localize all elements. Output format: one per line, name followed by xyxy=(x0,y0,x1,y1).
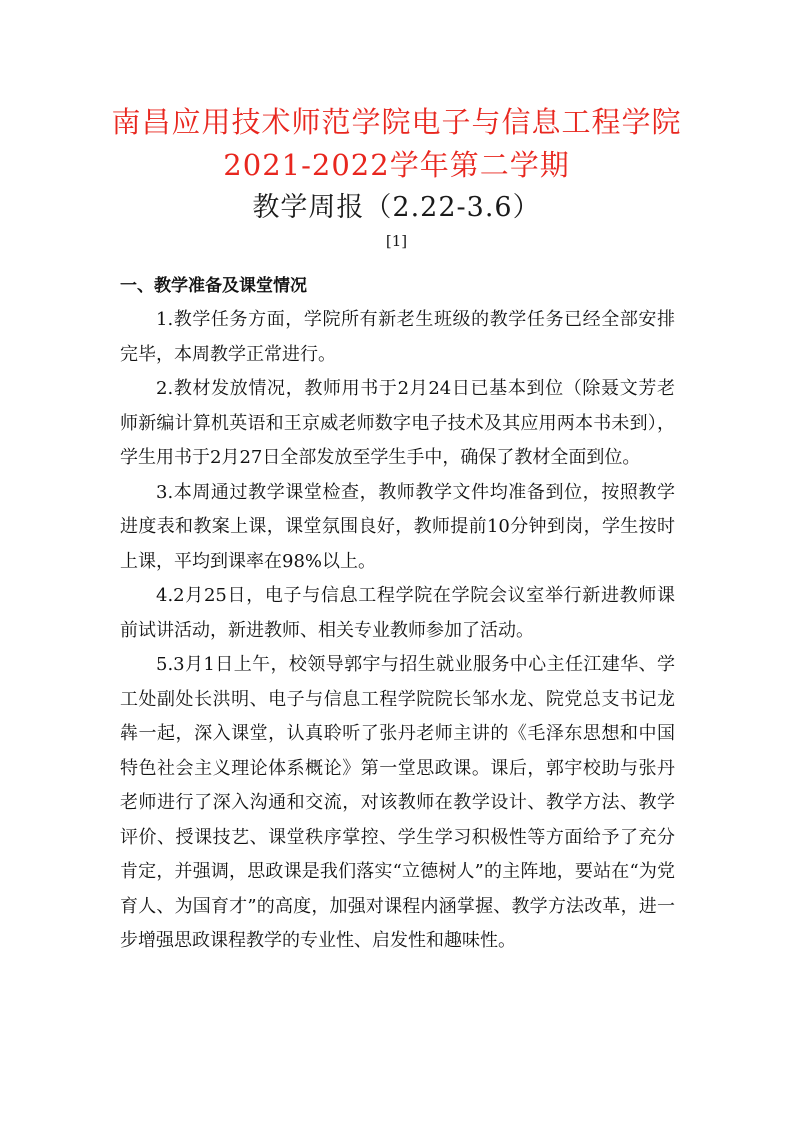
semester-title: 2021-2022学年第二学期 xyxy=(223,148,570,182)
paragraph-classroom-check: 3.本周通过教学课堂检查，教师教学文件均准备到位，按照教学进度表和教案上课，课堂氛围良好，教师提前10分钟到岗，学生按时上课，平均到课率在98%以上。 xyxy=(120,481,675,572)
report-subtitle: 教学周报（2.22-3.6） xyxy=(252,192,541,223)
section-heading: 一、教学准备及课堂情况 xyxy=(120,276,307,296)
report-body xyxy=(120,303,675,959)
college-title: 南昌应用技术师范学院电子与信息工程学院 xyxy=(111,105,682,139)
paragraph-textbooks: 2.教材发放情况，教师用书于2月24日已基本到位（除聂文芳老师新编计算机英语和王京威老师数字电子技术及其应用两本书未到），学生用书于2月27日全部发放至学生手中，确保了教材全面到位。 xyxy=(120,378,675,468)
paragraph-trial-lecture: 4.2月25日，电子与信息工程学院在学院会议室举行新进教师课前试讲活动，新进教师、相关专业教师参加了活动。 xyxy=(120,585,675,641)
paragraph-leadership-visit: 5.3月1日上午，校领导郭宇与招生就业服务中心主任江建华、学工处副处长洪明、电子与信息工程学院院长邹水龙、院党总支书记龙犇一起，深入课堂，认真聆听了张丹老师主讲的《毛泽东思想和中国特色社会主义理论体系概论》第一堂思政课。课后，郭宇校助与张丹老师进行了深入沟通和交流，对该教师在教学设计、教学方法、教学评价、授课技艺、课堂秩序掌控、学生学习积极性等方面给予了充分肯定，并强调，思政课是我们落实“立德树人”的主阵地，要站在“为党育人、为国育才”的高度，加强对课程内涵掌握、教学方法改革，进一步增强思政课程教学的专业性、启发性和趣味性。 xyxy=(120,654,675,951)
issue-number: [1] xyxy=(385,232,408,250)
paragraph-teaching-tasks: 1.教学任务方面，学院所有新老生班级的教学任务已经全部安排完毕，本周教学正常进行。 xyxy=(120,309,675,365)
